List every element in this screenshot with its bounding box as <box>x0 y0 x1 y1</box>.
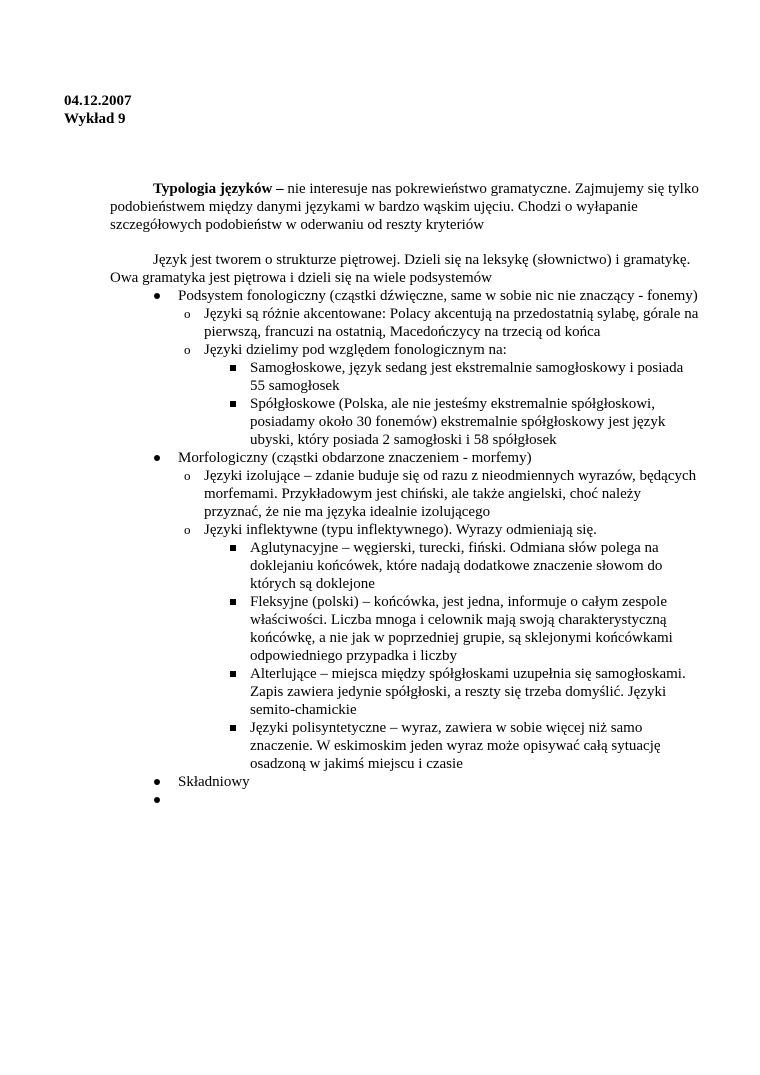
circle-bullet-icon: o <box>184 306 191 321</box>
bullet-icon <box>154 455 160 461</box>
subsystem-label <box>178 791 700 809</box>
subsystem-label: Podsystem fonologiczny (cząstki dźwięczne, same w sobie nic nie znaczący - fonemy) <box>178 288 698 304</box>
sub-item-label: Języki dzielimy pod względem fonologicznym na: <box>204 342 507 358</box>
sub-item-label: Języki inflektywne (typu inflektywnego). Wyrazy odmieniają się. <box>204 522 597 538</box>
detail-item <box>204 395 700 449</box>
detail-item-label: Języki polisyntetyczne – wyraz, zawiera w sobie więcej niż samo znaczenie. W eskimoskim jeden wyraz może opisywać całą sytuację osadzoną w jakimś miejscu i czasie <box>250 720 661 772</box>
bullet-icon <box>154 779 160 785</box>
intro-term: Typologia języków – <box>153 181 284 197</box>
sub-item <box>178 341 700 449</box>
sub-item-label: Języki izolujące – zdanie buduje się od razu z nieodmiennych wyrazów, będących morfemami. Przykładowym jest chiński, ale także angielski, choć należy przyznać, że nie ma języka idealnie izolującego <box>204 468 697 520</box>
detail-item-label: Samogłoskowe, język sedang jest ekstremalnie samogłoskowy i posiada 55 samogłosek <box>250 360 684 394</box>
circle-bullet-icon: o <box>184 468 191 483</box>
detail-list <box>204 359 700 449</box>
detail-item-label: Spółgłoskowe (Polska, ale nie jesteśmy ekstremalnie spółgłoskowi, posiadamy około 30 fonemów) ekstremalnie spółgłoskowy jest język ubyski, który posiada 2 samogłoski i 58 spółgłosek <box>250 396 666 448</box>
sub-item <box>178 305 700 341</box>
square-bullet-icon <box>230 401 236 407</box>
subsystem-item <box>150 449 700 773</box>
square-bullet-icon <box>230 671 236 677</box>
subsystem-list <box>150 287 700 809</box>
detail-item-label: Alterlujące – miejsca między spółgłoskami uzupełnia się samogłoskami. Zapis zawiera jedynie spółgłoski, a reszty się trzeba domyślić. Języki semito-chamickie <box>250 666 686 718</box>
detail-item <box>204 665 700 719</box>
sub-list <box>178 305 700 449</box>
sub-item <box>178 521 700 773</box>
square-bullet-icon <box>230 725 236 731</box>
sub-list <box>178 467 700 773</box>
document-header <box>64 92 132 128</box>
circle-bullet-icon: o <box>184 342 191 357</box>
square-bullet-icon <box>230 365 236 371</box>
subsystem-item <box>150 773 700 791</box>
bullet-icon <box>154 293 160 299</box>
sub-item-label: Języki są różnie akcentowane: Polacy akcentują na przedostatnią sylabę, górale na pierwszą, francuzi na ostatnią, Macedończycy na trzecią od końca <box>204 306 699 340</box>
intro-text: nie interesuje nas pokrewieństwo gramatyczne. Zajmujemy się tylko podobieństwem między danymi językami w bardzo wąskim ujęciu. Chodzi o wyłapanie szczegółowych podobieństw w oderwaniu od reszty kryteriów <box>110 181 699 233</box>
square-bullet-icon <box>230 599 236 605</box>
bullet-icon <box>154 797 160 803</box>
circle-bullet-icon: o <box>184 522 191 537</box>
detail-item-label: Aglutynacyjne – węgierski, turecki, fiński. Odmiana słów polega na doklejaniu końcówek, które nadają dodatkowe znaczenie słowom do których są doklejone <box>250 540 663 592</box>
detail-item <box>204 539 700 593</box>
detail-item <box>204 719 700 773</box>
detail-list <box>204 539 700 773</box>
subsystem-label: Morfologiczny (cząstki obdarzone znaczeniem - morfemy) <box>178 450 532 466</box>
subsystem-item-empty <box>150 791 700 809</box>
detail-item <box>204 593 700 665</box>
detail-item-label: Fleksyjne (polski) – końcówka, jest jedna, informuje o całym zespole właściwości. Liczba mnoga i celownik mają swoją charakterystyczną końcówkę, a nie jak w poprzedniej grupie, są sklejonymi końcówkami odpowiedniego przypadka i liczby <box>250 594 673 664</box>
intro-paragraph <box>110 180 700 234</box>
lecture-date: 04.12.2007 <box>64 93 132 109</box>
sub-item <box>178 467 700 521</box>
square-bullet-icon <box>230 545 236 551</box>
subsystem-label: Składniowy <box>178 774 250 790</box>
lecture-title: Wykład 9 <box>64 111 126 127</box>
structure-paragraph: Język jest tworem o strukturze piętrowej. Dzieli się na leksykę (słownictwo) i gramatykę. Owa gramatyka jest piętrowa i dzieli się na wiele podsystemów <box>110 252 691 286</box>
subsystem-item <box>150 287 700 449</box>
detail-item <box>204 359 700 395</box>
